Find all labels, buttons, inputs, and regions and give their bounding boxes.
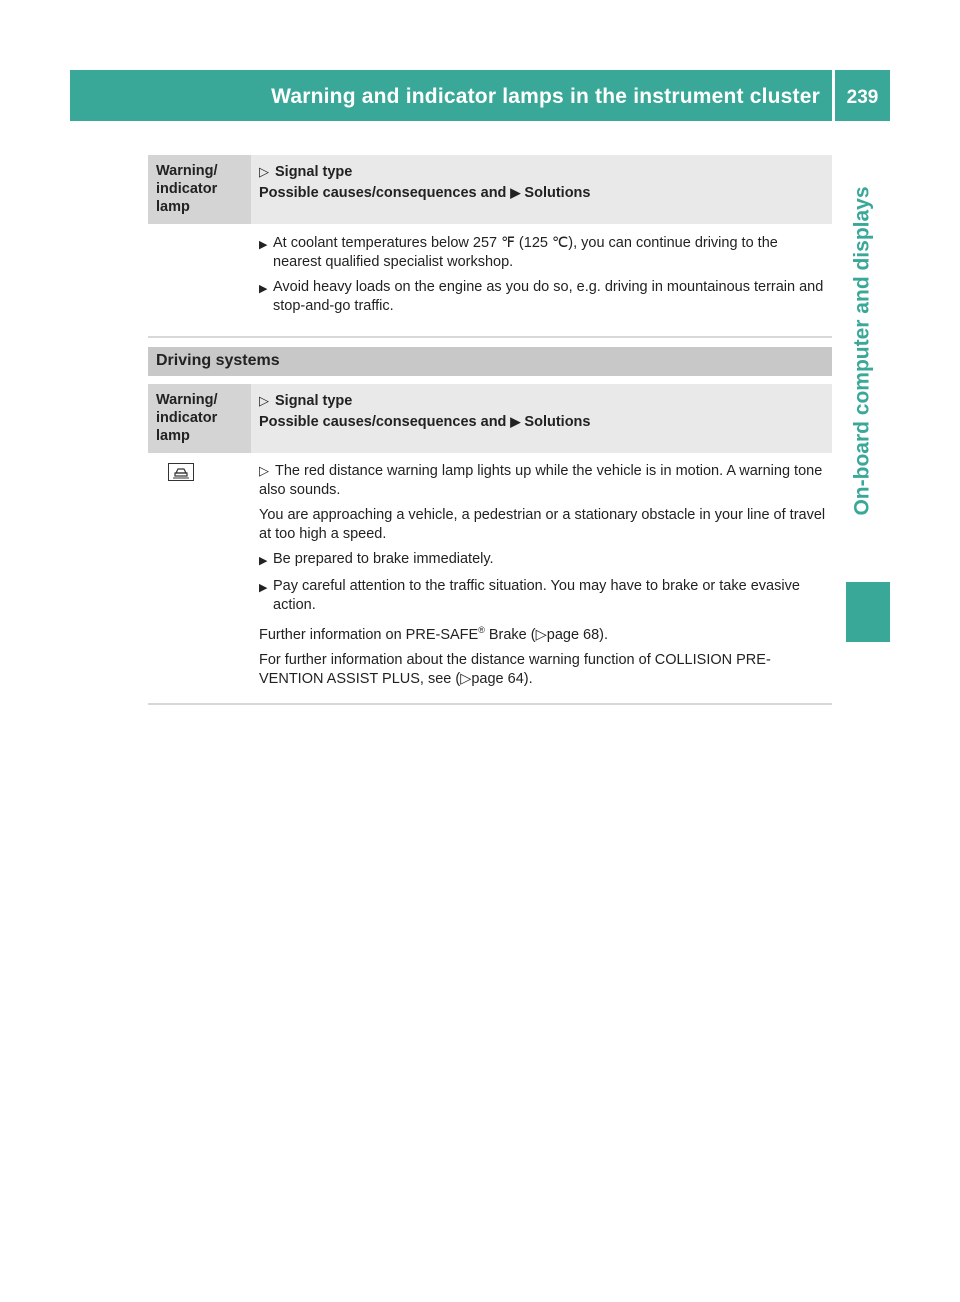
arrow-right-icon: ▶ bbox=[259, 239, 268, 251]
page-ref-icon: ▷ bbox=[460, 670, 472, 687]
page-header bbox=[70, 70, 832, 121]
page-number-box bbox=[835, 70, 890, 121]
col-header-lamp: Warning/ indicator lamp bbox=[148, 384, 251, 453]
cause-description: You are approaching a vehicle, a pedestrian or a stationary obstacle in your line of travel at too high a speed. bbox=[259, 507, 826, 542]
col-header-causes: Possible causes/consequences and bbox=[259, 185, 507, 201]
col-header-lamp: Warning/ indicator lamp bbox=[148, 155, 251, 224]
page-link[interactable]: page 68). bbox=[546, 626, 609, 643]
warning-table-distance bbox=[148, 384, 832, 705]
arrow-right-icon: ▶ bbox=[510, 414, 521, 429]
page-number: 239 bbox=[846, 87, 879, 108]
col-header-solutions: Solutions bbox=[524, 414, 591, 430]
triangle-right-icon: ▷ bbox=[259, 393, 269, 408]
page-link[interactable]: page 64). bbox=[471, 670, 533, 687]
triangle-right-icon: ▷ bbox=[259, 463, 269, 478]
table-row bbox=[148, 453, 832, 699]
col-header-causes: Possible causes/consequences and bbox=[259, 414, 507, 430]
chapter-marker bbox=[846, 582, 890, 642]
warning-table-coolant bbox=[148, 155, 832, 338]
list-item: ▶ Avoid heavy loads on the engine as you do so, e.g. driving in mountainous terrain and stop-and-go traffic. bbox=[259, 279, 824, 314]
lamp-cell bbox=[148, 224, 251, 330]
divider bbox=[148, 703, 832, 705]
chapter-label: On-board computer and displays bbox=[850, 185, 874, 516]
col-header-solutions: Solutions bbox=[524, 185, 591, 201]
info-pre-safe: Further information on PRE-SAFE® Brake (▷page 68). bbox=[259, 625, 609, 643]
table-header bbox=[148, 384, 832, 453]
triangle-right-icon: ▷ bbox=[259, 164, 269, 179]
page-ref-icon: ▷ bbox=[535, 626, 547, 643]
arrow-right-icon: ▶ bbox=[259, 555, 268, 567]
col-header-main bbox=[251, 155, 832, 224]
page-title: Warning and indicator lamps in the instrument cluster bbox=[271, 85, 820, 108]
arrow-right-icon: ▶ bbox=[510, 185, 521, 200]
chapter-tab bbox=[835, 123, 890, 578]
info-collision-prevention: For further information about the distance warning function of COLLISION PRE-VENTION ASSIST PLUS, see (▷page 64). bbox=[259, 651, 771, 687]
divider bbox=[148, 336, 832, 338]
content-cell bbox=[251, 453, 832, 699]
col-header-signal: Signal type bbox=[275, 164, 353, 180]
table-header bbox=[148, 155, 832, 224]
distance-warning-lamp-icon bbox=[168, 463, 194, 481]
table-row bbox=[148, 224, 832, 330]
list-item: ▶ Be prepared to brake immediately. bbox=[259, 550, 826, 571]
content-cell bbox=[251, 224, 832, 330]
list-item: ▶ Pay careful attention to the traffic situation. You may have to brake or take evasive action. bbox=[259, 578, 800, 613]
list-item: ▶ At coolant temperatures below 257 ℉ (125 ℃), you can continue driving to the nearest qualified specialist workshop. bbox=[259, 235, 778, 270]
section-heading: Driving systems bbox=[148, 347, 832, 376]
car-warning-icon bbox=[172, 466, 190, 479]
col-header-signal: Signal type bbox=[275, 393, 353, 409]
col-header-main bbox=[251, 384, 832, 453]
arrow-right-icon: ▶ bbox=[259, 283, 268, 295]
arrow-right-icon: ▶ bbox=[259, 582, 268, 594]
signal-description: ▷ The red distance warning lamp lights up while the vehicle is in motion. A warning tone also sounds. bbox=[259, 463, 823, 498]
lamp-cell bbox=[148, 453, 251, 699]
